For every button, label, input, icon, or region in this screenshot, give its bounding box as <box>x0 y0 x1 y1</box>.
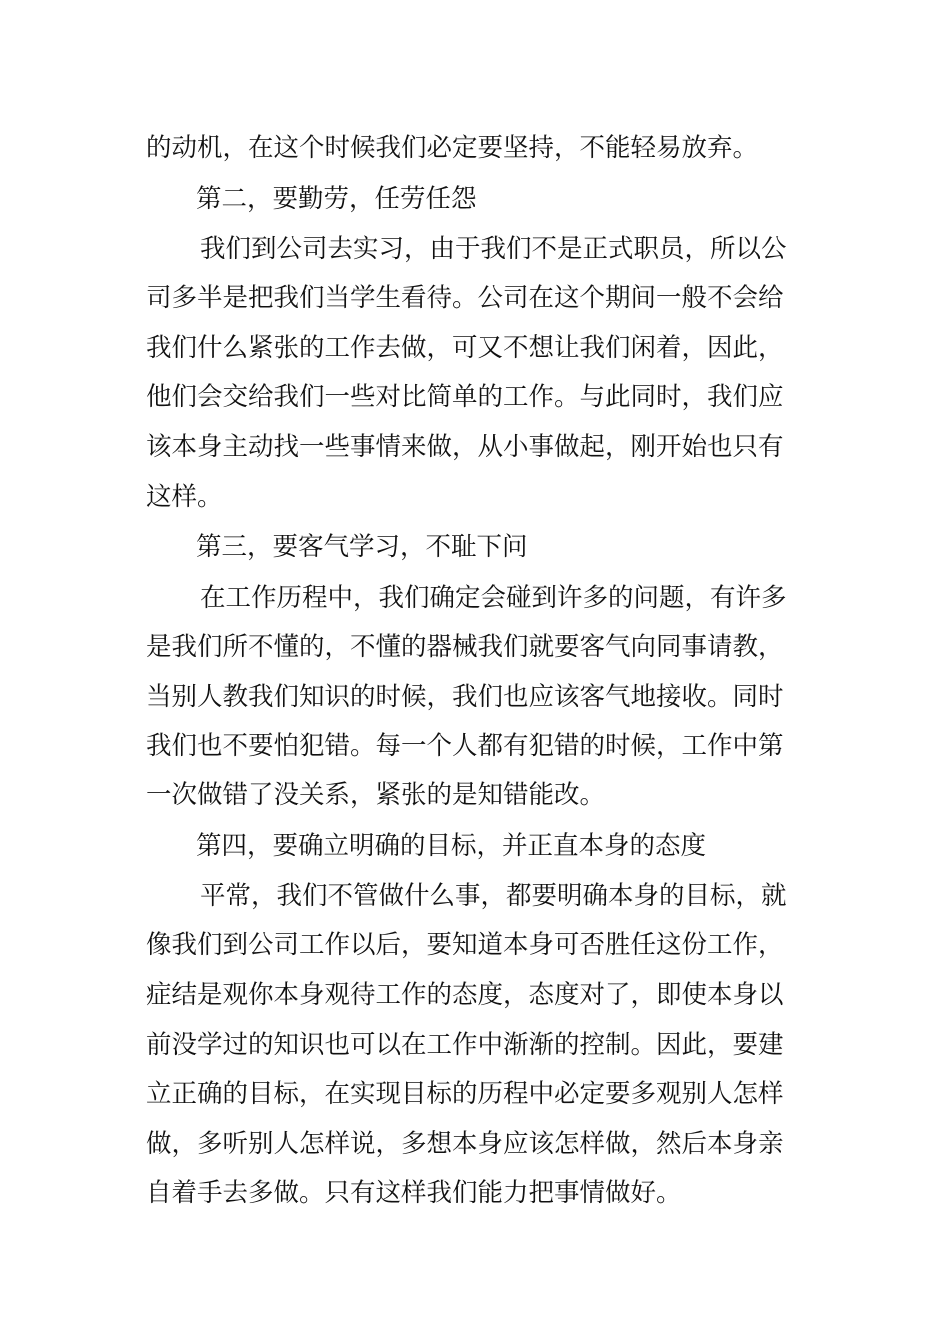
paragraph-line: 在工作历程中，我们确定会碰到许多的问题，有许多 <box>200 583 787 613</box>
section-heading-4: 第四，要确立明确的目标，并正直本身的态度 <box>196 831 707 861</box>
paragraph-line: 前没学过的知识也可以在工作中渐渐的控制。因此，要建 <box>146 1030 784 1060</box>
section-heading-3: 第三，要客气学习，不耻下问 <box>196 532 528 562</box>
paragraph-line: 像我们到公司工作以后，要知道本身可否胜任这份工作， <box>146 930 784 960</box>
paragraph-line: 司多半是把我们当学生看待。公司在这个期间一般不会给 <box>146 283 784 313</box>
paragraph-line: 做，多听别人怎样说，多想本身应该怎样做，然后本身亲 <box>146 1129 784 1159</box>
paragraph-line: 他们会交给我们一些对比简单的工作。与此同时，我们应 <box>146 382 784 412</box>
paragraph-line: 一次做错了没关系，紧张的是知错能改。 <box>146 780 606 810</box>
paragraph-line: 我们到公司去实习，由于我们不是正式职员，所以公 <box>200 234 787 264</box>
paragraph-line: 的动机，在这个时候我们必定要坚持，不能轻易放弃。 <box>146 133 759 163</box>
paragraph-line: 立正确的目标，在实现目标的历程中必定要多观别人怎样 <box>146 1079 784 1109</box>
paragraph-line: 当别人教我们知识的时候，我们也应该客气地接收。同时 <box>146 682 784 712</box>
paragraph-line: 该本身主动找一些事情来做，从小事做起，刚开始也只有 <box>146 432 784 462</box>
paragraph-line: 平常，我们不管做什么事，都要明确本身的目标，就 <box>200 881 787 911</box>
paragraph-line: 这样。 <box>146 482 223 512</box>
paragraph-line: 自着手去多做。只有这样我们能力把事情做好。 <box>146 1178 682 1208</box>
paragraph-line: 我们也不要怕犯错。每一个人都有犯错的时候，工作中第 <box>146 731 784 761</box>
paragraph-line: 我们什么紧张的工作去做，可又不想让我们闲着，因此， <box>146 333 784 363</box>
section-heading-2: 第二，要勤劳，任劳任怨 <box>196 184 477 214</box>
paragraph-line: 症结是观你本身观待工作的态度，态度对了，即使本身以 <box>146 980 784 1010</box>
paragraph-line: 是我们所不懂的，不懂的器械我们就要客气向同事请教， <box>146 632 784 662</box>
